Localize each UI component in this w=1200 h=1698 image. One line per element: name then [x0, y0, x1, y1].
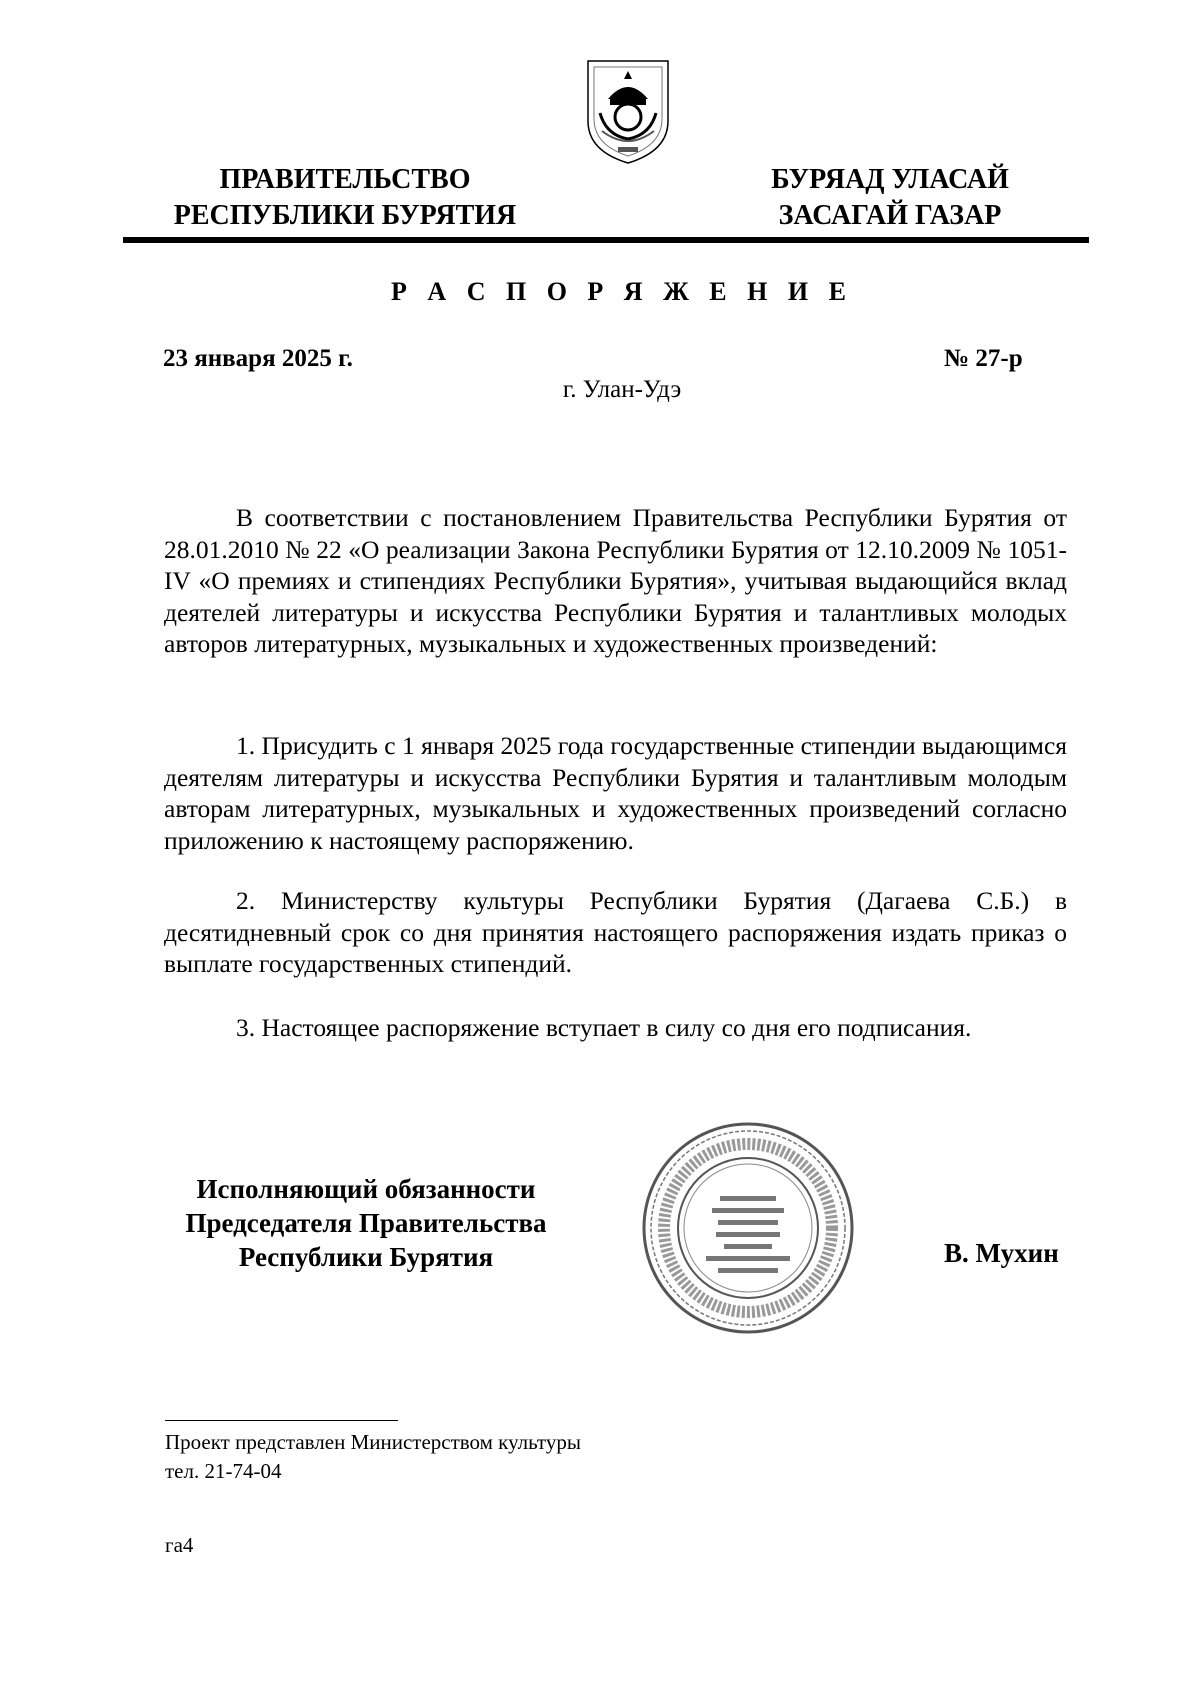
- item-3-text: 3. Настоящее распоряжение вступает в силу со дня его подписания.: [236, 1013, 972, 1042]
- contact-phone: тел. 21-74-04: [165, 1459, 282, 1483]
- footnote-divider: [165, 1420, 398, 1421]
- item-1-paragraph: [164, 730, 1067, 856]
- typist-initials: га4: [165, 1533, 194, 1557]
- signatory-title-line3: Республики Бурятия: [238, 1242, 494, 1272]
- header-left-line1: ПРАВИТЕЛЬСТВО: [219, 164, 471, 195]
- signatory-title-line1: Исполняющий обязанности: [196, 1174, 536, 1204]
- document-date: 23 января 2025 г.: [163, 345, 353, 372]
- official-seal-icon: [640, 1120, 856, 1336]
- header-divider: [123, 237, 1089, 243]
- item-2-text: 2. Министерству культуры Республики Бурятия (Дагаева С.Б.) в десятидневный срок со дня принятия настоящего распоряжения издать приказ о выплате государственных стипендий.: [164, 886, 1067, 979]
- item-1-text: 1. Присудить с 1 января 2025 года государственные стипендии выдающимся деятелям литературы и искусства Республики Бурятия и талантливым молодым авторам литературных, музыкальных и художественных произведений согласно приложению к настоящему распоряжению.: [164, 731, 1067, 855]
- document-city: г. Улан-Удэ: [562, 376, 682, 403]
- intro-text: В соответствии с постановлением Правительства Республики Бурятия от 28.01.2010 № 22 «О реализации Закона Республики Бурятия от 12.10.2009 № 1051-IV «О премиях и стипендиях Республики Бурятия», учитывая выдающийся вклад деятелей литературы и искусства Республики Бурятия и талантливых молодых авторов литературных, музыкальных и художественных произведений:: [164, 503, 1067, 659]
- header-left: [165, 162, 525, 234]
- item-3-paragraph: [164, 1012, 1067, 1044]
- document-type: Р А С П О Р Я Ж Е Н И Е: [391, 277, 853, 306]
- signatory-name: В. Мухин: [944, 1238, 1059, 1268]
- coat-of-arms-icon: [580, 55, 676, 167]
- header-right-line2: ЗАСАГАЙ ГАЗАР: [778, 200, 1002, 231]
- header-right-line1: БУРЯАД УЛАСАЙ: [771, 164, 1009, 195]
- signatory-title: [170, 1172, 562, 1274]
- intro-paragraph: [164, 502, 1067, 660]
- header-right: [760, 162, 1020, 234]
- document-number: № 27-р: [944, 345, 1023, 372]
- item-2-paragraph: [164, 885, 1067, 980]
- prepared-by: Проект представлен Министерством культуры: [165, 1430, 581, 1454]
- header-left-line2: РЕСПУБЛИКИ БУРЯТИЯ: [173, 200, 517, 231]
- signatory-title-line2: Председателя Правительства: [185, 1208, 547, 1238]
- footnote: [165, 1428, 581, 1486]
